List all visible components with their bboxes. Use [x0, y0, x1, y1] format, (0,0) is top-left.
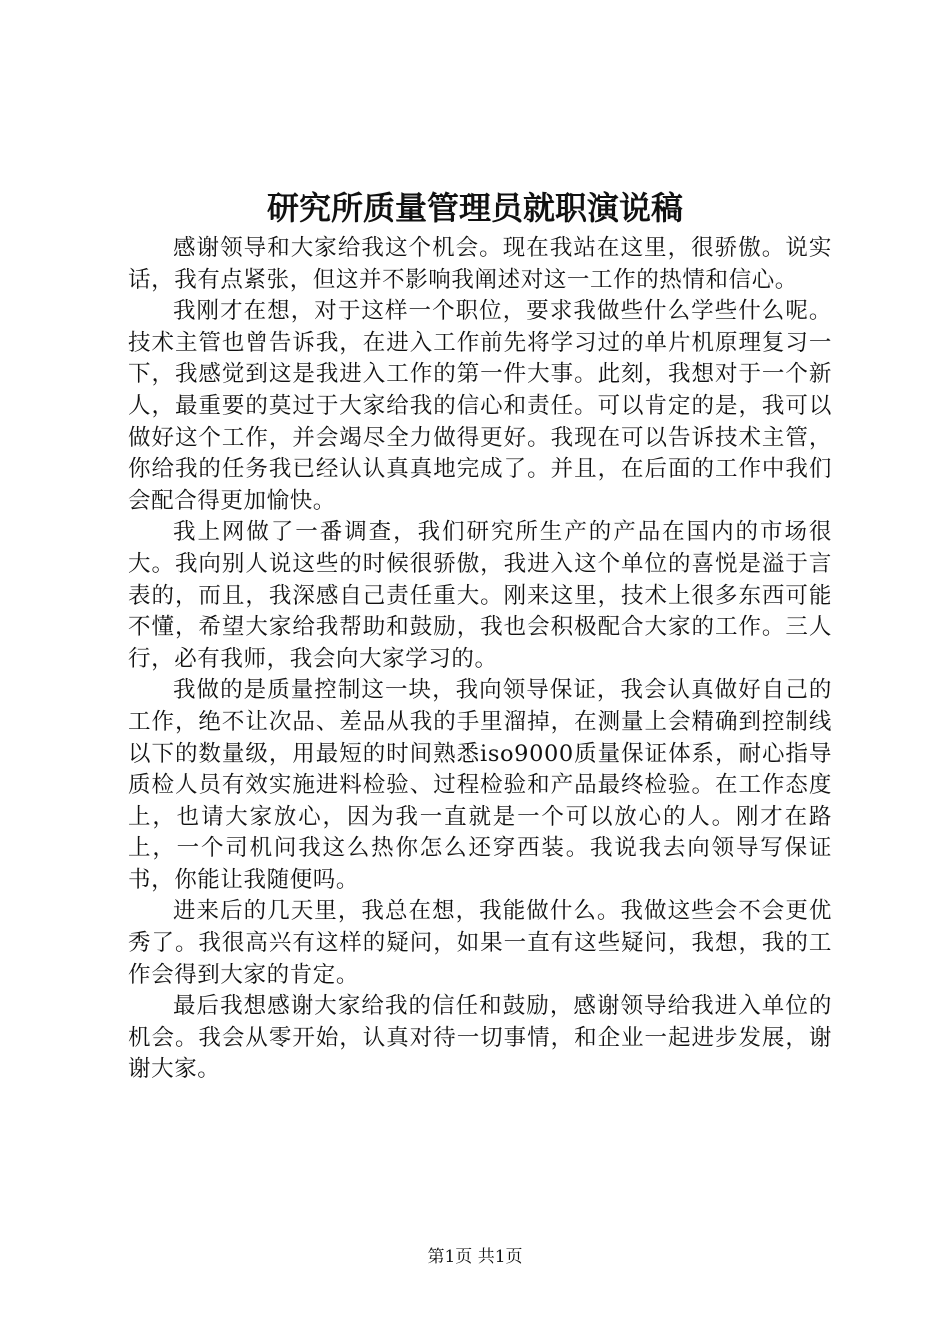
paragraph: 我刚才在想，对于这样一个职位，要求我做些什么学些什么呢。技术主管也曾告诉我，在进入工作前先将学习过的单片机原理复习一下，我感觉到这是我进入工作的第一件大事。此刻，我想对于一个新人，最重要的莫过于大家给我的信心和责任。可以肯定的是，我可以做好这个工作，并会竭尽全力做得更好。我现在可以告诉技术主管，你给我的任务我已经认认真真地完成了。并且，在后面的工作中我们会配合得更加愉快。: [128, 298, 832, 514]
document-title: 研究所质量管理员就职演说稿: [266, 189, 683, 227]
paragraph: 我上网做了一番调查，我们研究所生产的产品在国内的市场很大。我向别人说这些的时候很骄傲，我进入这个单位的喜悦是溢于言表的，而且，我深感自己责任重大。刚来这里，技术上很多东西可能不懂，希望大家给我帮助和鼓励，我也会积极配合大家的工作。三人行，必有我师，我会向大家学习的。: [128, 519, 832, 672]
paragraph: 最后我想感谢大家给我的信任和鼓励，感谢领导给我进入单位的机会。我会从零开始，认真对待一切事情，和企业一起进步发展，谢谢大家。: [128, 993, 832, 1083]
paragraph: 进来后的几天里，我总在想，我能做什么。我做这些会不会更优秀了。我很高兴有这样的疑问，如果一直有这些疑问，我想，我的工作会得到大家的肯定。: [128, 898, 832, 988]
paragraph: 感谢领导和大家给我这个机会。现在我站在这里，很骄傲。说实话，我有点紧张，但这并不影响我阐述对这一工作的热情和信心。: [128, 235, 832, 293]
page-footer: 第1页 共1页: [427, 1247, 523, 1267]
paragraph: 我做的是质量控制这一块，我向领导保证，我会认真做好自己的工作，绝不让次品、差品从我的手里溜掉，在测量上会精确到控制线以下的数量级，用最短的时间熟悉iso9000质量保证体系，耐心指导质检人员有效实施进料检验、过程检验和产品最终检验。在工作态度上，也请大家放心，因为我一直就是一个可以放心的人。刚才在路上，一个司机问我这么热你怎么还穿西装。我说我去向领导写保证书，你能让我随便吗。: [128, 677, 832, 893]
document-body: [128, 233, 832, 1086]
